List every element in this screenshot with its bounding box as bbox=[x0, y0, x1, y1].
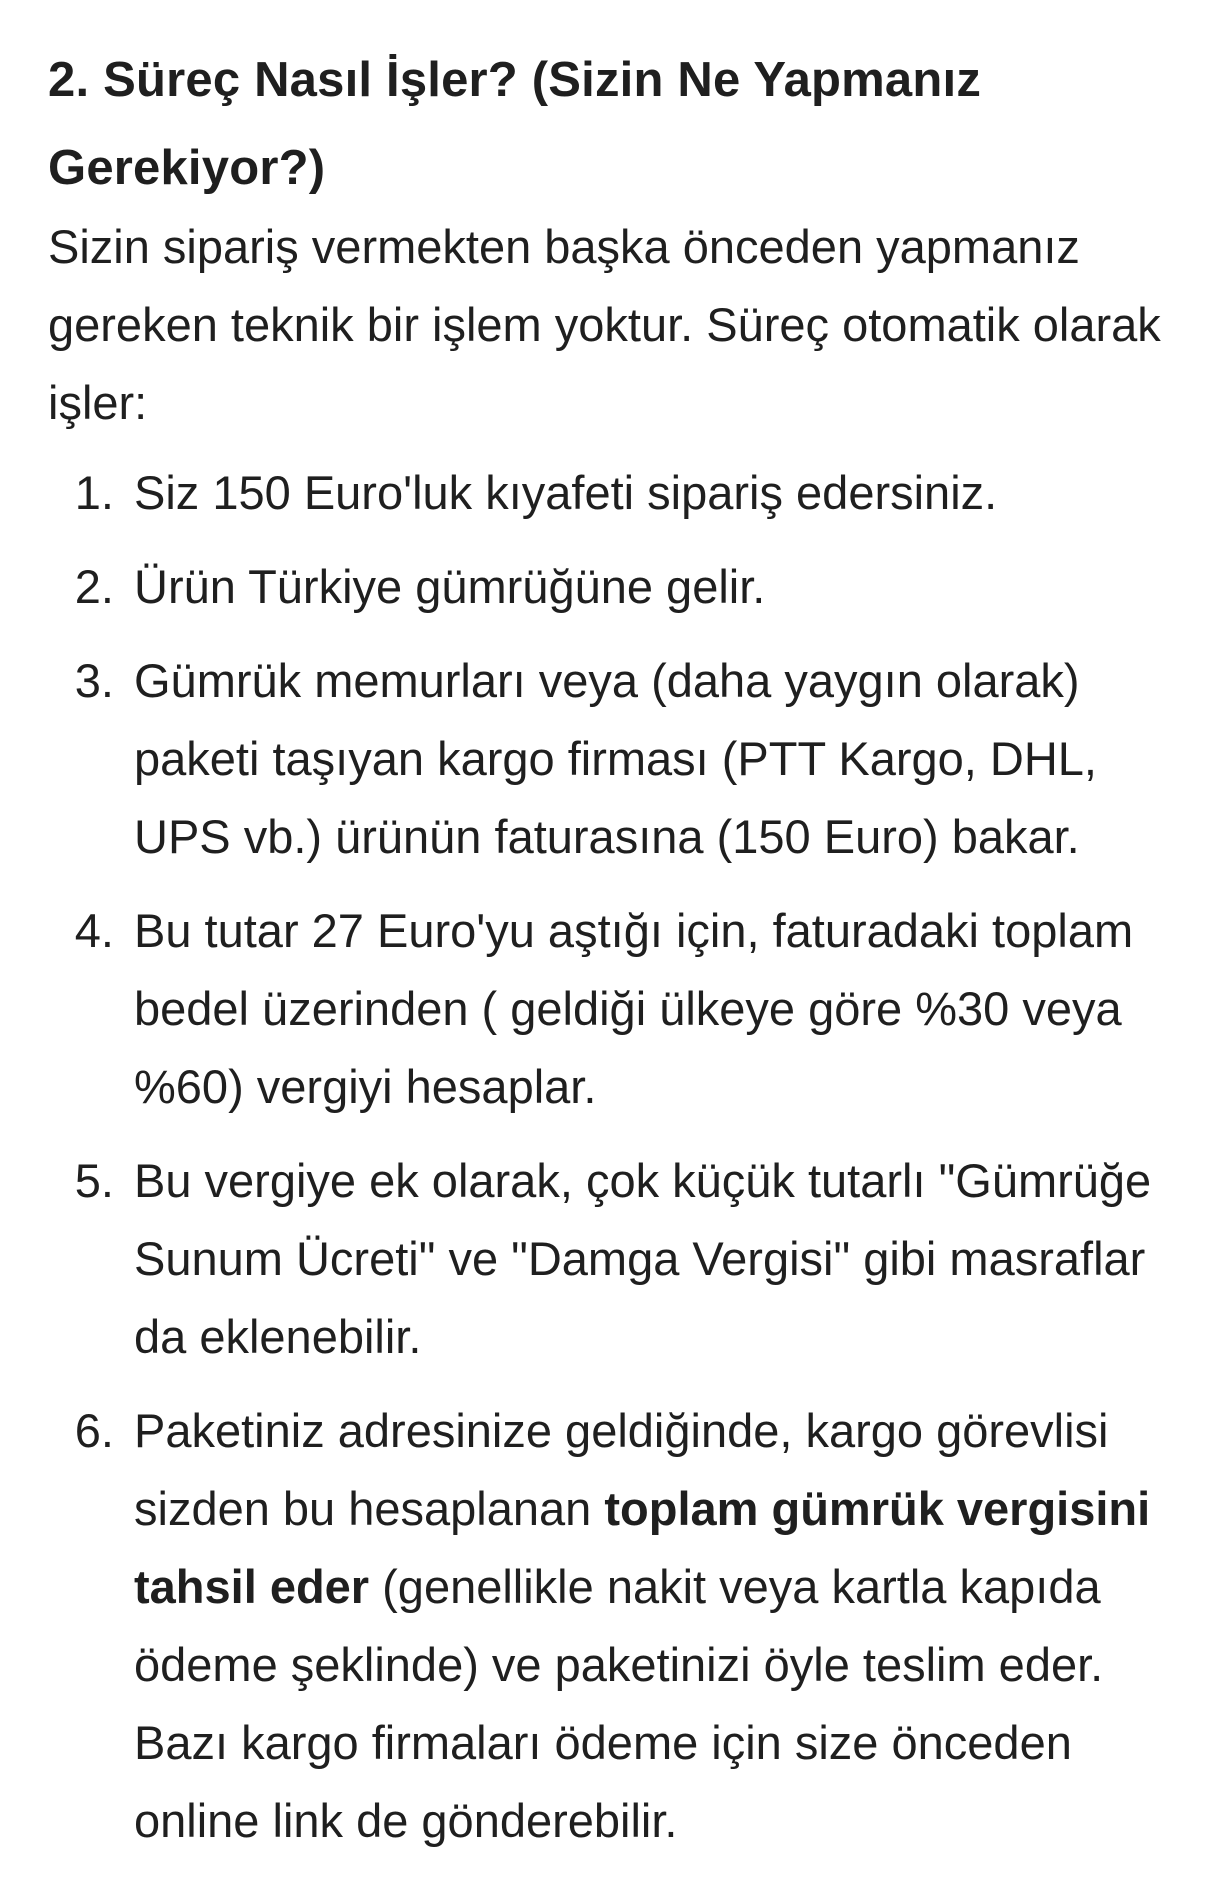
list-item-number: 6. bbox=[74, 1404, 114, 1457]
list-item-text: Bu tutar 27 Euro'yu aştığı için, faturadaki toplam bedel üzerinden ( geldiği ülkeye göre %30 veya %60) vergiyi hesaplar. bbox=[134, 904, 1134, 1113]
list-item-text: Gümrük memurları veya (daha yaygın olarak) paketi taşıyan kargo firması (PTT Kargo, DHL, UPS vb.) ürünün faturasına (150 Euro) bakar. bbox=[134, 654, 1097, 863]
list-item bbox=[48, 454, 1174, 532]
steps-list bbox=[48, 454, 1174, 1860]
list-item-number: 5. bbox=[74, 1154, 114, 1207]
list-item-text bbox=[134, 1392, 1174, 1860]
intro-paragraph: Sizin sipariş vermekten başka önceden yapmanız gereken teknik bir işlem yoktur. Süreç otomatik olarak işler: bbox=[48, 220, 1161, 429]
list-item-text: Siz 150 Euro'luk kıyafeti sipariş edersiniz. bbox=[134, 466, 998, 519]
list-item bbox=[48, 548, 1174, 626]
section-heading: 2. Süreç Nasıl İşler? (Sizin Ne Yapmanız Gerekiyor?) bbox=[48, 53, 982, 195]
list-item-number: 3. bbox=[74, 654, 114, 707]
list-item bbox=[48, 642, 1174, 876]
list-item bbox=[48, 1392, 1174, 1860]
list-item-text: Ürün Türkiye gümrüğüne gelir. bbox=[134, 560, 766, 613]
list-item-text-before: Paketiniz adresinize geldiğinde, kargo görevlisi sizden bu hesaplanan bbox=[134, 1404, 1109, 1535]
list-item-number: 2. bbox=[74, 560, 114, 613]
list-item-text-after: (genellikle nakit veya kartla kapıda ödeme şeklinde) ve paketinizi öyle teslim eder. Bazı kargo firmaları ödeme için size önceden online link de gönderebilir. bbox=[134, 1560, 1104, 1847]
list-item-text: Bu vergiye ek olarak, çok küçük tutarlı "Gümrüğe Sunum Ücreti" ve "Damga Vergisi" gibi masraflar da eklenebilir. bbox=[134, 1154, 1152, 1363]
list-item-number: 4. bbox=[74, 904, 114, 957]
list-item bbox=[48, 1142, 1174, 1376]
list-item-number: 1. bbox=[74, 466, 114, 519]
list-item-bold-text: toplam gümrük vergisini tahsil eder bbox=[134, 1482, 1151, 1613]
list-item bbox=[48, 892, 1174, 1126]
